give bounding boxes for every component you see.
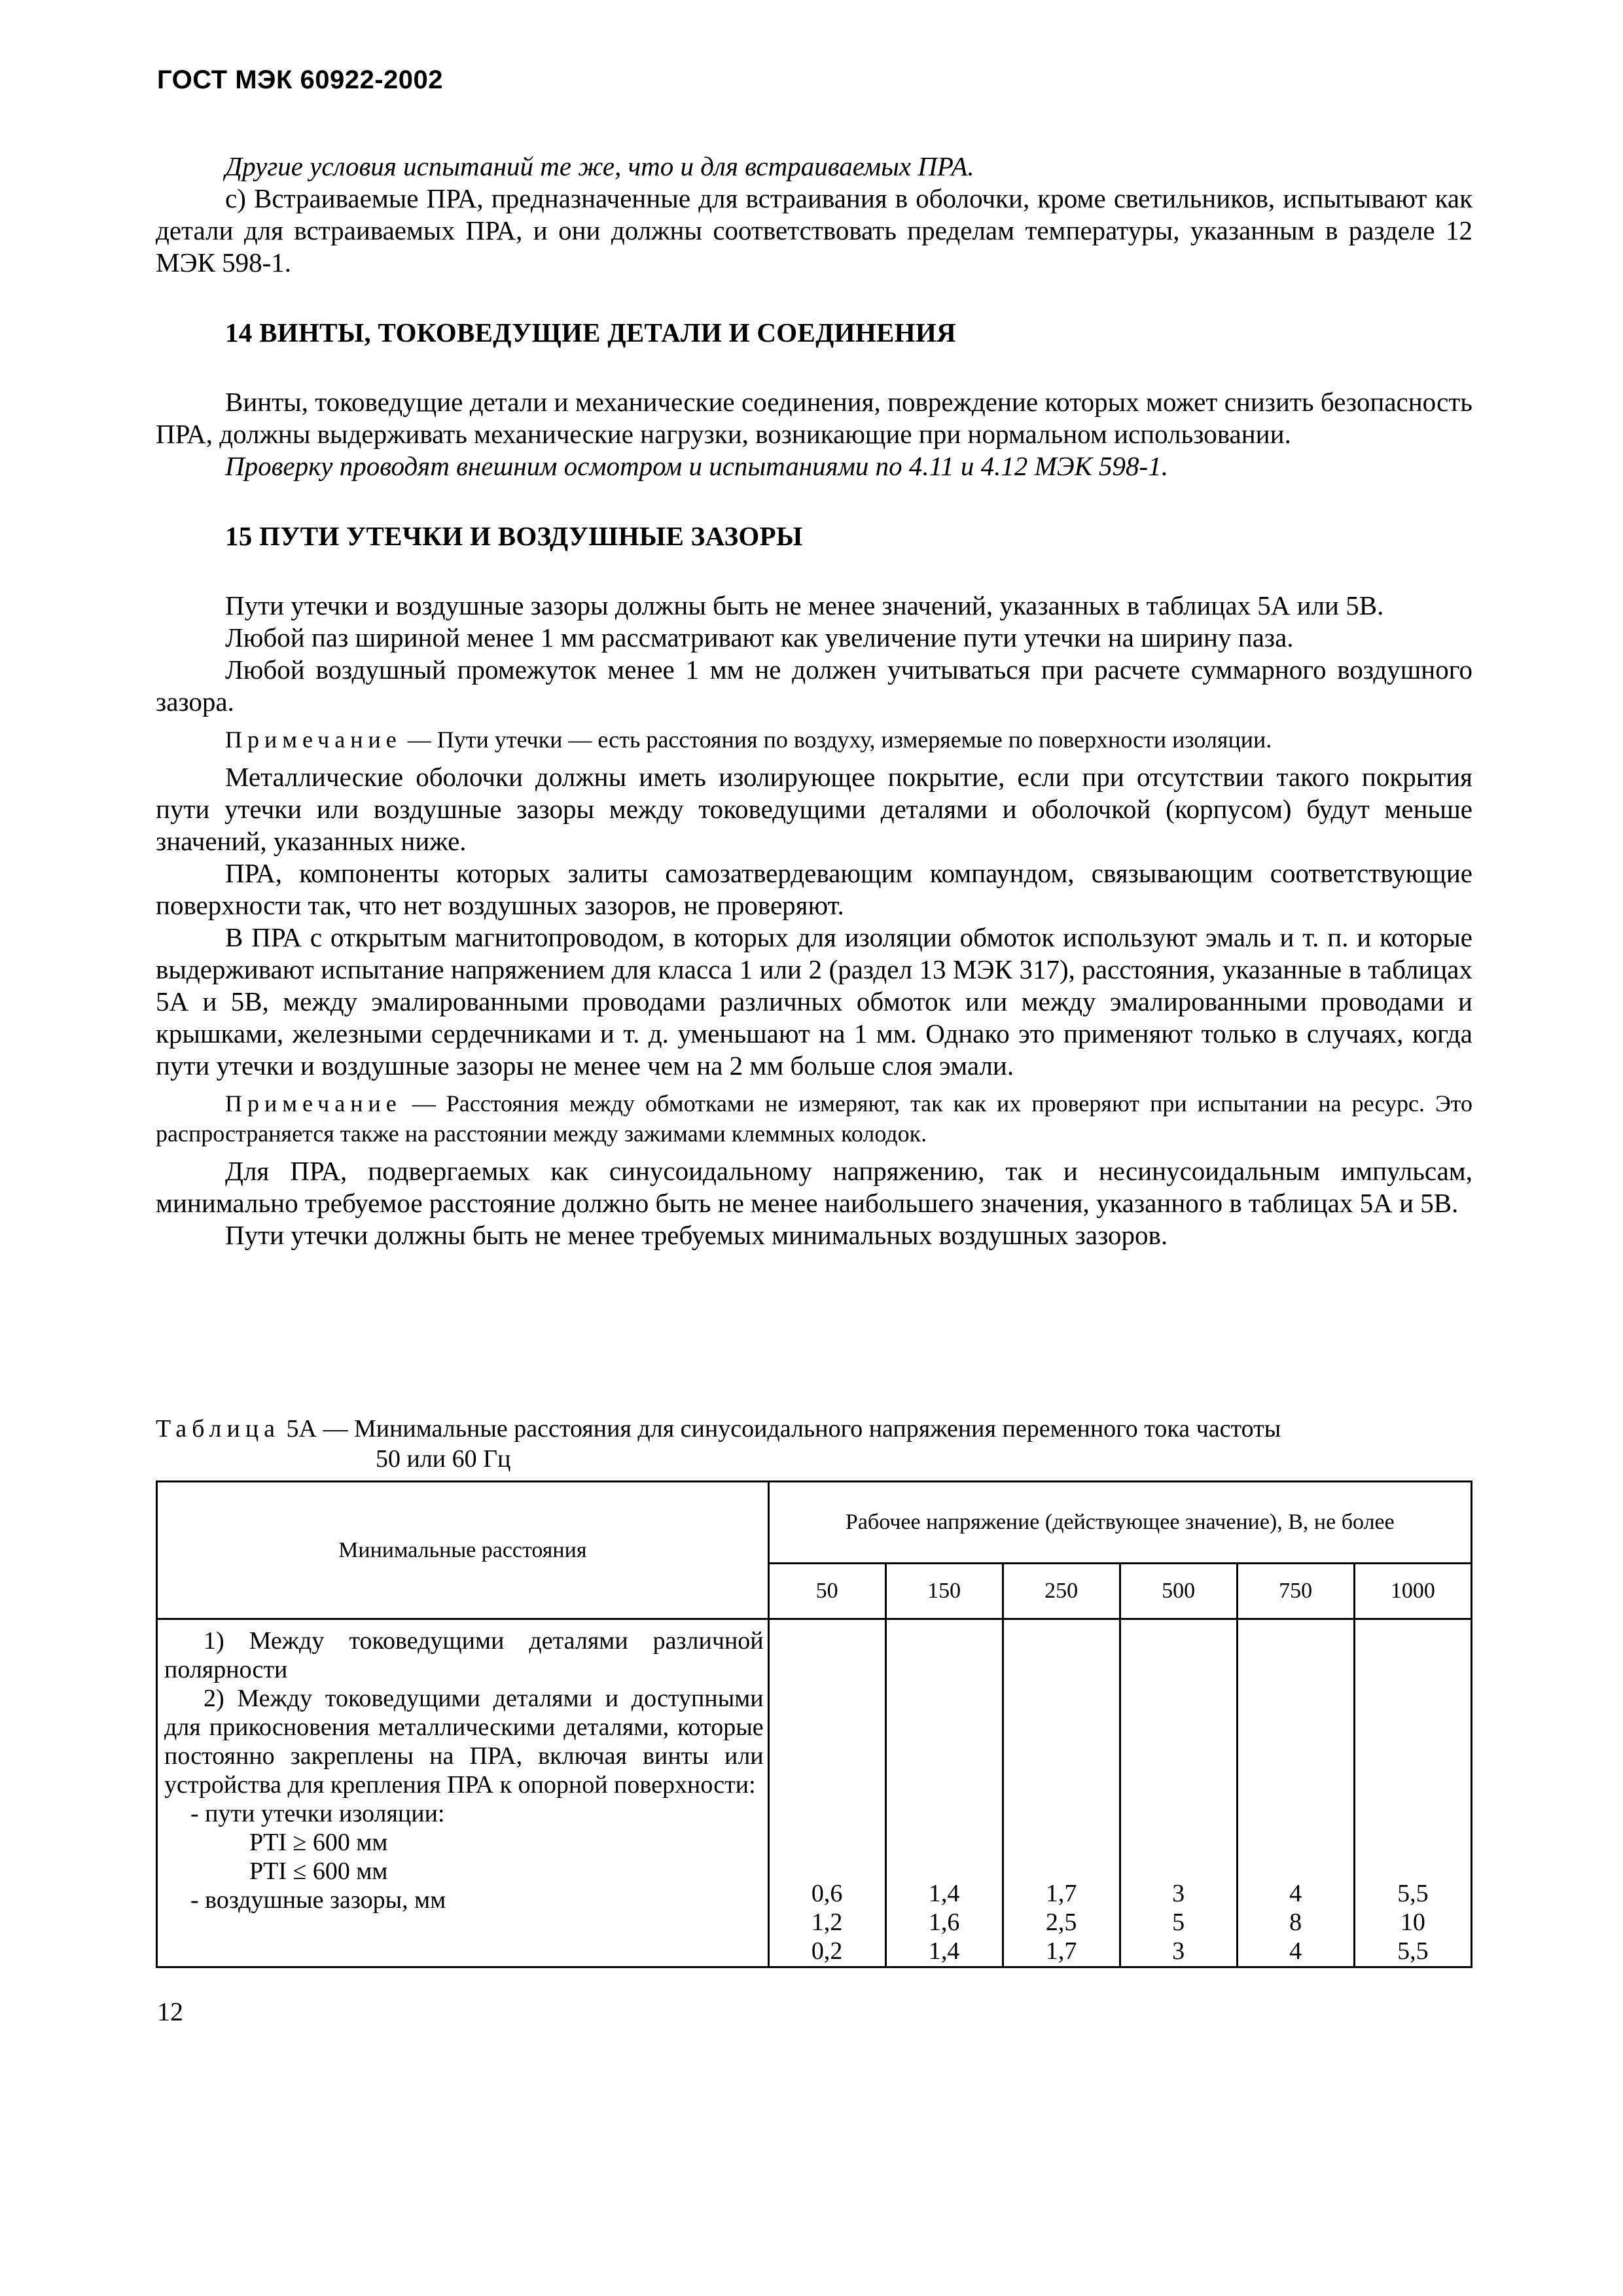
voltage-250: 250: [1003, 1564, 1120, 1619]
cell-value: 1,4: [928, 1880, 960, 1907]
intro-paragraph-2: [156, 183, 1472, 279]
col-250-values: [1003, 1619, 1120, 1967]
voltage-500: 500: [1120, 1564, 1237, 1619]
section-14-heading: 14 ВИНТЫ, ТОКОВЕДУЩИЕ ДЕТАЛИ И СОЕДИНЕНИЯ: [225, 317, 956, 348]
col-750-values: [1237, 1619, 1354, 1967]
section-15-paragraph-6: В ПРА с открытым магнитопроводом, в которых для изоляции обмоток используют эмаль и т. п. и которые выдерживают испытание напряжением для класса 1 или 2 (раздел 13 МЭК 317), расстояния, указанные в таблицах 5А и 5В, между эмалированными проводами различных обмоток или между эмалированными проводами и крышками, железными сердечниками и т. д. уменьшают на 1 мм. Однако это применяют только в случаях, когда пути утечки и воздушные зазоры не менее чем на 2 мм больше слоя эмали.: [156, 922, 1472, 1081]
section-15-paragraph-1: Пути утечки и воздушные зазоры должны быть не менее значений, указанных в таблицах 5А или 5В.: [225, 590, 1384, 620]
section-15-heading: 15 ПУТИ УТЕЧКИ И ВОЗДУШНЫЕ ЗАЗОРЫ: [225, 521, 803, 551]
section-15-paragraph-5: ПРА, компоненты которых залиты самозатвердевающим компаундом, связывающим соответствующие поверхности так, что нет воздушных зазоров, не проверяют.: [156, 858, 1472, 920]
section-15-paragraph-8: Пути утечки должны быть не менее требуемых минимальных воздушных зазоров.: [225, 1220, 1168, 1250]
note-2-text: — Расстояния между обмотками не измеряют, так как их проверяют при испытании на ресурс. Это распространяется также на расстоянии между зажимами клеммных колодок.: [156, 1090, 1472, 1147]
item-c-label: c): [225, 183, 254, 213]
table-body-row: [157, 1619, 1472, 1967]
item-c-text: Встраиваемые ПРА, предназначенные для встраивания в оболочки, кроме светильников, испытывают как детали для встраиваемых ПРА, и они должны соответствовать пределам температуры, указанным в разделе 12 МЭК 598-1.: [156, 183, 1472, 278]
cell-value: 1,6: [928, 1909, 960, 1936]
voltage-1000: 1000: [1354, 1564, 1471, 1619]
page-number: 12: [157, 1997, 183, 2026]
col-150-values: [885, 1619, 1003, 1967]
cell-value: 4: [1289, 1937, 1302, 1965]
cell-value: 8: [1289, 1909, 1302, 1936]
cell-value: 3: [1172, 1937, 1185, 1965]
cell-value: 1,7: [1045, 1937, 1077, 1965]
header-min-distances: Минимальные расстояния: [157, 1482, 769, 1619]
row-3-label: - пути утечки изоляции:: [190, 1800, 445, 1827]
note-1-label: Примечание: [225, 726, 402, 753]
cell-value: 5,5: [1397, 1937, 1429, 1965]
cell-value: 5,5: [1397, 1880, 1429, 1907]
cell-value: 0,2: [811, 1937, 843, 1965]
section-14-paragraph-2: Проверку проводят внешним осмотром и испытаниями по 4.11 и 4.12 МЭК 598-1.: [225, 451, 1168, 481]
table-caption-line-1: 5А — Минимальные расстояния для синусоидального напряжения переменного тока частоты: [280, 1415, 1281, 1443]
col-50-values: [768, 1619, 885, 1967]
row-6-label: - воздушные зазоры, мм: [190, 1886, 446, 1914]
note-2-label: Примечание: [225, 1090, 402, 1117]
note-1-text: — Пути утечки — есть расстояния по воздуху, измеряемые по поверхности изоляции.: [401, 726, 1272, 753]
cell-value: 3: [1172, 1880, 1185, 1907]
section-15-paragraph-3: Любой воздушный промежуток менее 1 мм не должен учитываться при расчете суммарного воздушного зазора.: [156, 655, 1472, 717]
main-content: [156, 151, 1472, 1251]
table-caption-line-2: 50 или 60 Гц: [376, 1445, 511, 1473]
row-5-label: PTI ≤ 600 мм: [249, 1857, 388, 1885]
table-5a-caption: [156, 1414, 1472, 1474]
voltage-150: 150: [885, 1564, 1003, 1619]
section-15-paragraph-4: Металлические оболочки должны иметь изолирующее покрытие, если при отсутствии такого покрытия пути утечки или воздушные зазоры между токоведущими деталями и оболочкой (корпусом) будут меньше значений, указанных ниже.: [156, 762, 1472, 856]
row-4-label: PTI ≥ 600 мм: [249, 1829, 388, 1856]
cell-value: 1,2: [811, 1909, 843, 1936]
table-caption-label: Таблица: [156, 1415, 281, 1443]
table-5a: [156, 1480, 1472, 1968]
row-2-label: 2) Между токоведущими деталями и доступными для прикосновения металлическими деталями, которые постоянно закреплены на ПРА, включая винты или устройства для крепления ПРА к опорной поверхности:: [164, 1685, 764, 1799]
section-15-paragraph-2: Любой паз шириной менее 1 мм рассматривают как увеличение пути утечки на ширину паза.: [225, 622, 1294, 653]
row-1-label: 1) Между токоведущими деталями различной полярности: [164, 1627, 764, 1683]
section-15-note-2: [156, 1088, 1472, 1149]
cell-value: 2,5: [1045, 1909, 1077, 1936]
col-1000-values: [1354, 1619, 1471, 1967]
intro-paragraph-1: Другие условия испытаний те же, что и для встраиваемых ПРА.: [225, 151, 974, 181]
cell-value: 10: [1400, 1909, 1425, 1936]
section-15-paragraph-7: Для ПРА, подвергаемых как синусоидальному напряжению, так и несинусоидальным импульсам, минимально требуемое расстояние должно быть не менее наибольшего значения, указанного в таблицах 5А и 5В.: [156, 1156, 1472, 1218]
table-header-row: [157, 1482, 1472, 1564]
cell-value: 4: [1289, 1880, 1302, 1907]
header-working-voltage: Рабочее напряжение (действующее значение), В, не более: [768, 1482, 1471, 1564]
section-14-paragraph-1: Винты, токоведущие детали и механические соединения, повреждение которых может снизить безопасность ПРА, должны выдерживать механические нагрузки, возникающие при нормальном использовании.: [156, 387, 1472, 449]
row-descriptions: [157, 1619, 769, 1967]
cell-value: 5: [1172, 1909, 1185, 1936]
standard-header: ГОСТ МЭК 60922-2002: [157, 65, 444, 94]
cell-value: 0,6: [811, 1880, 843, 1907]
cell-value: 1,7: [1045, 1880, 1077, 1907]
col-500-values: [1120, 1619, 1237, 1967]
voltage-50: 50: [768, 1564, 885, 1619]
voltage-750: 750: [1237, 1564, 1354, 1619]
cell-value: 1,4: [928, 1937, 960, 1965]
section-15-note-1: [156, 725, 1472, 755]
